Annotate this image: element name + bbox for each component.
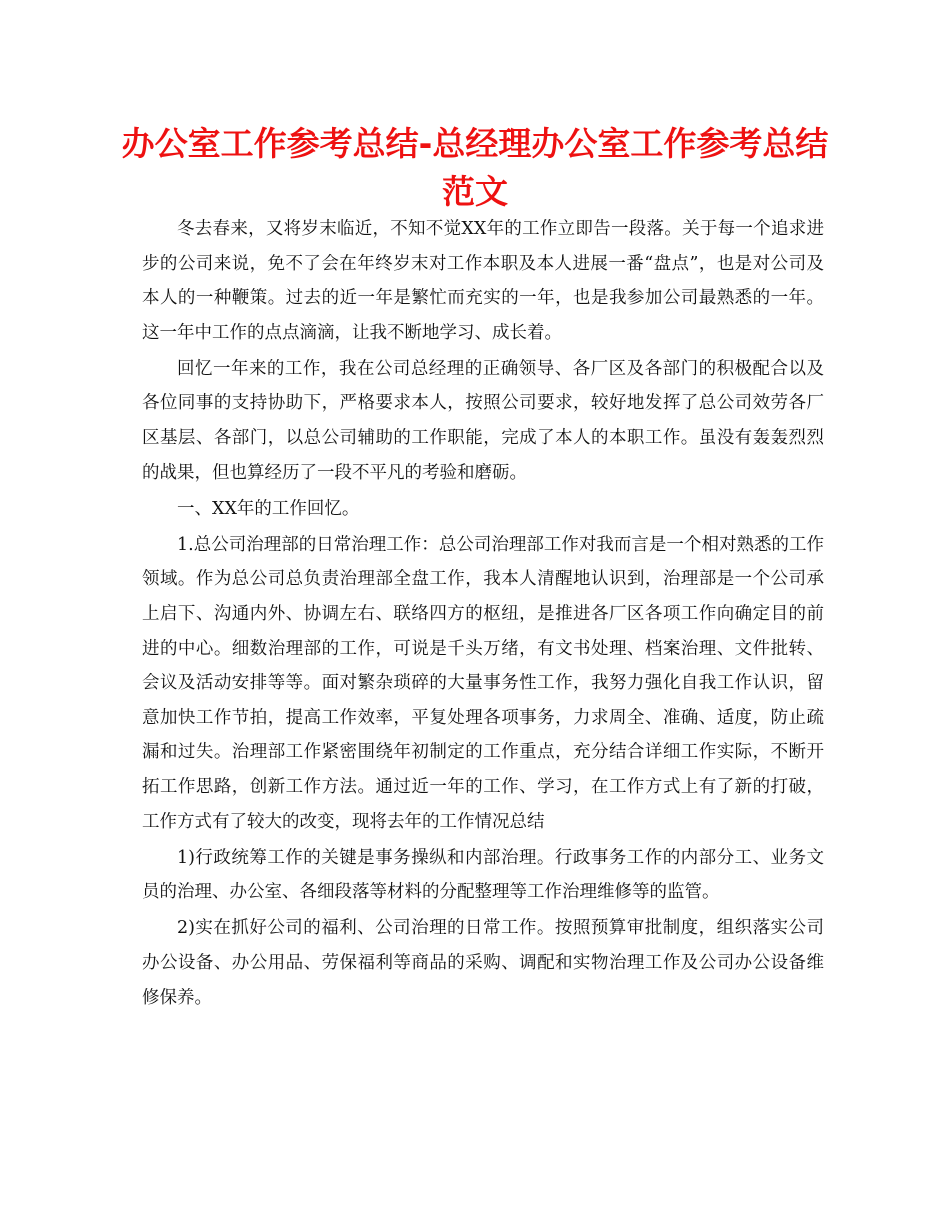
document-body	[142, 212, 824, 1017]
paragraph-intro: 冬去春来，又将岁末临近，不知不觉XX年的工作立即告一段落。关于每一个追求进步的公司来说，免不了会在年终岁末对工作本职及本人进展一番“盘点”，也是对公司及本人的一种鞭策。过去的近一年是繁忙而充实的一年，也是我参加公司最熟悉的一年。这一年中工作的点点滴滴，让我不断地学习、成长着。	[142, 219, 824, 343]
paragraph-review: 回忆一年来的工作，我在公司总经理的正确领导、各厂区及各部门的积极配合以及各位同事的支持协助下，严格要求本人，按照公司要求，较好地发挥了总公司效劳各厂区基层、各部门，以总公司辅助的工作职能，完成了本人的本职工作。虽没有轰轰烈烈的战果，但也算经历了一段不平凡的考验和磨砺。	[142, 358, 824, 483]
document-title: 办公室工作参考总结-总经理办公室工作参考总结范文	[121, 124, 829, 211]
paragraph-item-1: 1)行政统筹工作的关键是事务操纵和内部治理。行政事务工作的内部分工、业务文员的治理、办公室、各细段落等材料的分配整理等工作治理维修等的监管。	[142, 847, 824, 903]
paragraph-management: 1.总公司治理部的日常治理工作：总公司治理部工作对我而言是一个相对熟悉的工作领域。作为总公司总负责治理部全盘工作，我本人清醒地认识到，治理部是一个公司承上启下、沟通内外、协调左右、联络四方的枢纽，是推进各厂区各项工作向确定目的前进的中心。细数治理部的工作，可说是千头万绪，有文书处理、档案治理、文件批转、会议及活动安排等等。面对繁杂琐碎的大量事务性工作，我努力强化自我工作认识，留意加快工作节拍，提高工作效率，平复处理各项事务，力求周全、准确、适度，防止疏漏和过失。治理部工作紧密围绕年初制定的工作重点，充分结合详细工作实际，不断开拓工作思路，创新工作方法。通过近一年的工作、学习，在工作方式上有了新的打破，工作方式有了较大的改变，现将去年的工作情况总结	[142, 534, 824, 832]
paragraph-item-2: 2)实在抓好公司的福利、公司治理的日常工作。按照预算审批制度，组织落实公司办公设备、办公用品、劳保福利等商品的采购、调配和实物治理工作及公司办公设备维修保养。	[142, 918, 824, 1008]
section-heading-1: 一、XX年的工作回忆。	[177, 498, 360, 519]
